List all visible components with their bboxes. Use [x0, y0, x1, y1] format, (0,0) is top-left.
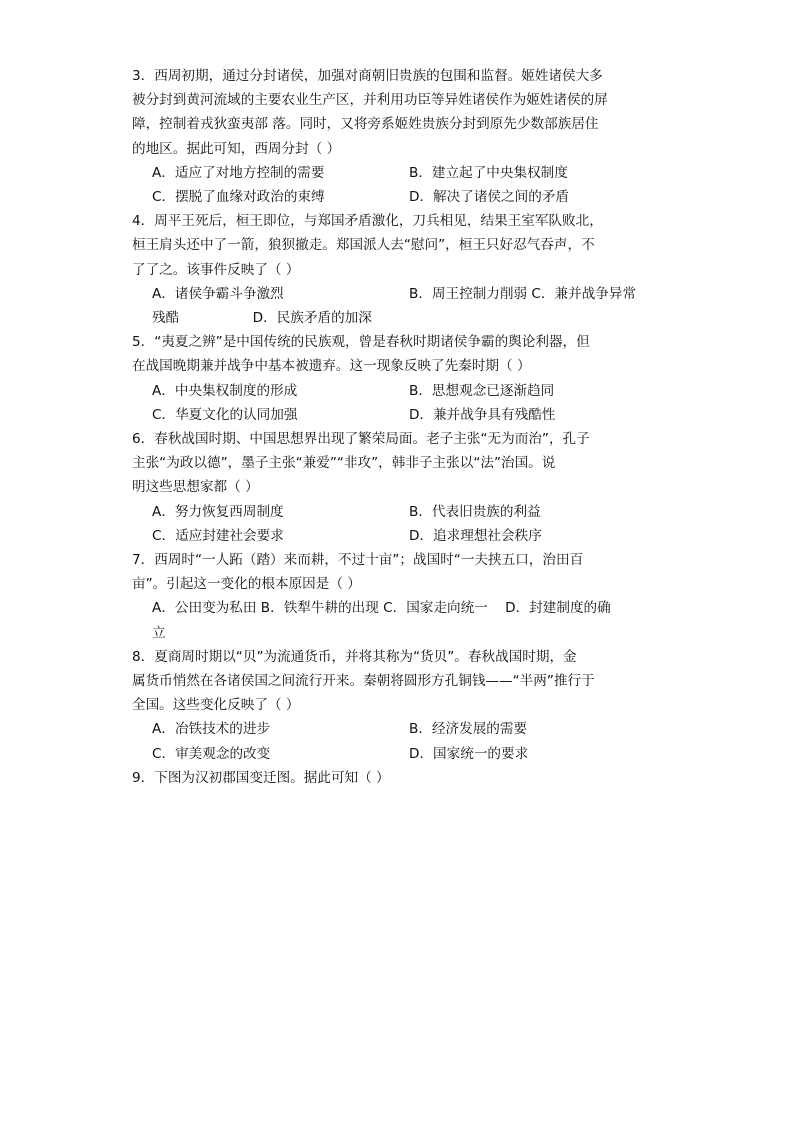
question-stem-line: 桓王肩头还中了一箭，狼狈撤走。郑国派人去“慰问”，桓王只好忍气吞声，不 — [132, 237, 595, 254]
option-b: B．思想观念已逐渐趋同 — [409, 382, 555, 399]
option-row — [132, 717, 672, 741]
question-3 — [132, 64, 672, 209]
option-d: D．追求理想社会秩序 — [409, 527, 542, 544]
option-d: D．国家统一的要求 — [409, 745, 529, 762]
question-stem-line: 4．周平王死后，桓王即位，与郑国矛盾激化，刀兵相见，结果王室军队败北， — [132, 213, 603, 230]
option-a: A．适应了对地方控制的需要 — [152, 164, 325, 181]
question-stem-line: 的地区。据此可知，西周分封（ ） — [132, 140, 341, 157]
option-row — [132, 524, 672, 548]
question-6 — [132, 427, 672, 548]
question-stem-line: 3．西周初期，通过分封诸侯，加强对商朝旧贵族的包围和监督。姬姓诸侯大多 — [132, 68, 603, 84]
option-row — [132, 161, 672, 185]
exam-questions — [132, 64, 672, 790]
question-stem-line: 在战国晚期兼并战争中基本被遗弃。这一现象反映了先秦时期（ ） — [132, 358, 531, 375]
question-stem-line: 全国。这些变化反映了（ ） — [132, 697, 300, 714]
option-a: A．诸侯争霸斗争激烈 — [152, 285, 284, 302]
option-d: D．解决了诸侯之间的矛盾 — [409, 189, 569, 206]
question-stem-line: 7．西周时“一人跖（踏）来而耕，不过十亩”；战国时“一夫挟五口，治田百 — [132, 552, 584, 569]
option-c: C．摆脱了血缘对政治的束缚 — [152, 189, 325, 206]
option-row — [132, 185, 672, 209]
question-stem-line: 8．夏商周时期以“贝”为流通货币，并将其称为“货贝”。春秋战国时期，金 — [132, 648, 577, 665]
option-a: A．冶铁技术的进步 — [152, 721, 271, 738]
option-c: C．审美观念的改变 — [152, 745, 271, 762]
question-stem-line: 属货币悄然在各诸侯国之间流行开来。秦朝将圆形方孔铜钱——“半两”推行于 — [132, 673, 595, 690]
question-stem-line: 明这些思想家都（ ） — [132, 479, 259, 496]
option-b: B．代表旧贵族的利益 — [409, 503, 541, 520]
question-stem-line: 障，控制着戎狄蛮夷部 落。同时，又将旁系姬姓贵族分封到原先少数部族居住 — [132, 116, 599, 133]
question-4 — [132, 209, 672, 330]
option-b-c: B．周王控制力削弱 C．兼并战争异常 — [409, 285, 637, 302]
question-stem-line: 6．春秋战国时期、中国思想界出现了繁荣局面。老子主张“无为而治”，孔子 — [132, 431, 590, 448]
option-row: A．公田变为私田 B．铁犁牛耕的出现 C．国家走向统一 D．封建制度的确 — [152, 600, 611, 617]
question-7 — [132, 548, 672, 645]
question-9 — [132, 766, 672, 790]
option-row — [132, 500, 672, 524]
option-row — [132, 403, 672, 427]
question-5 — [132, 330, 672, 427]
option-a: A．努力恢复西周制度 — [152, 503, 284, 520]
option-b: B．经济发展的需要 — [409, 721, 528, 738]
option-b: B．建立起了中央集权制度 — [409, 164, 568, 181]
question-stem-line: 亩”。引起这一变化的根本原因是（ ） — [132, 576, 361, 593]
option-a: A．中央集权制度的形成 — [152, 382, 298, 399]
question-stem-line: 5．“夷夏之辨”是中国传统的民族观，曾是春秋时期诸侯争霸的舆论利器，但 — [132, 334, 590, 351]
question-stem-line: 主张“为政以德”，墨子主张“兼爱”“非攻”，韩非子主张以“法”治国。说 — [132, 455, 556, 472]
question-8 — [132, 645, 672, 766]
option-row — [132, 742, 672, 766]
option-d: D．兼并战争具有残酷性 — [409, 406, 556, 423]
question-stem-line: 被分封到黄河流域的主要农业生产区，并利用功臣等异姓诸侯作为姬姓诸侯的屏 — [132, 92, 608, 109]
option-c: C．华夏文化的认同加强 — [152, 406, 298, 423]
option-row — [132, 379, 672, 403]
option-c: C．适应封建社会要求 — [152, 527, 284, 544]
question-stem-line: 9．下图为汉初郡国变迁图。据此可知（ ） — [132, 769, 390, 786]
question-stem-line: 了了之。该事件反映了（ ） — [132, 261, 300, 278]
option-row — [132, 282, 672, 306]
option-wrap-line: 残酷 D．民族矛盾的加深 — [152, 310, 372, 327]
option-wrap-line: 立 — [152, 624, 166, 641]
